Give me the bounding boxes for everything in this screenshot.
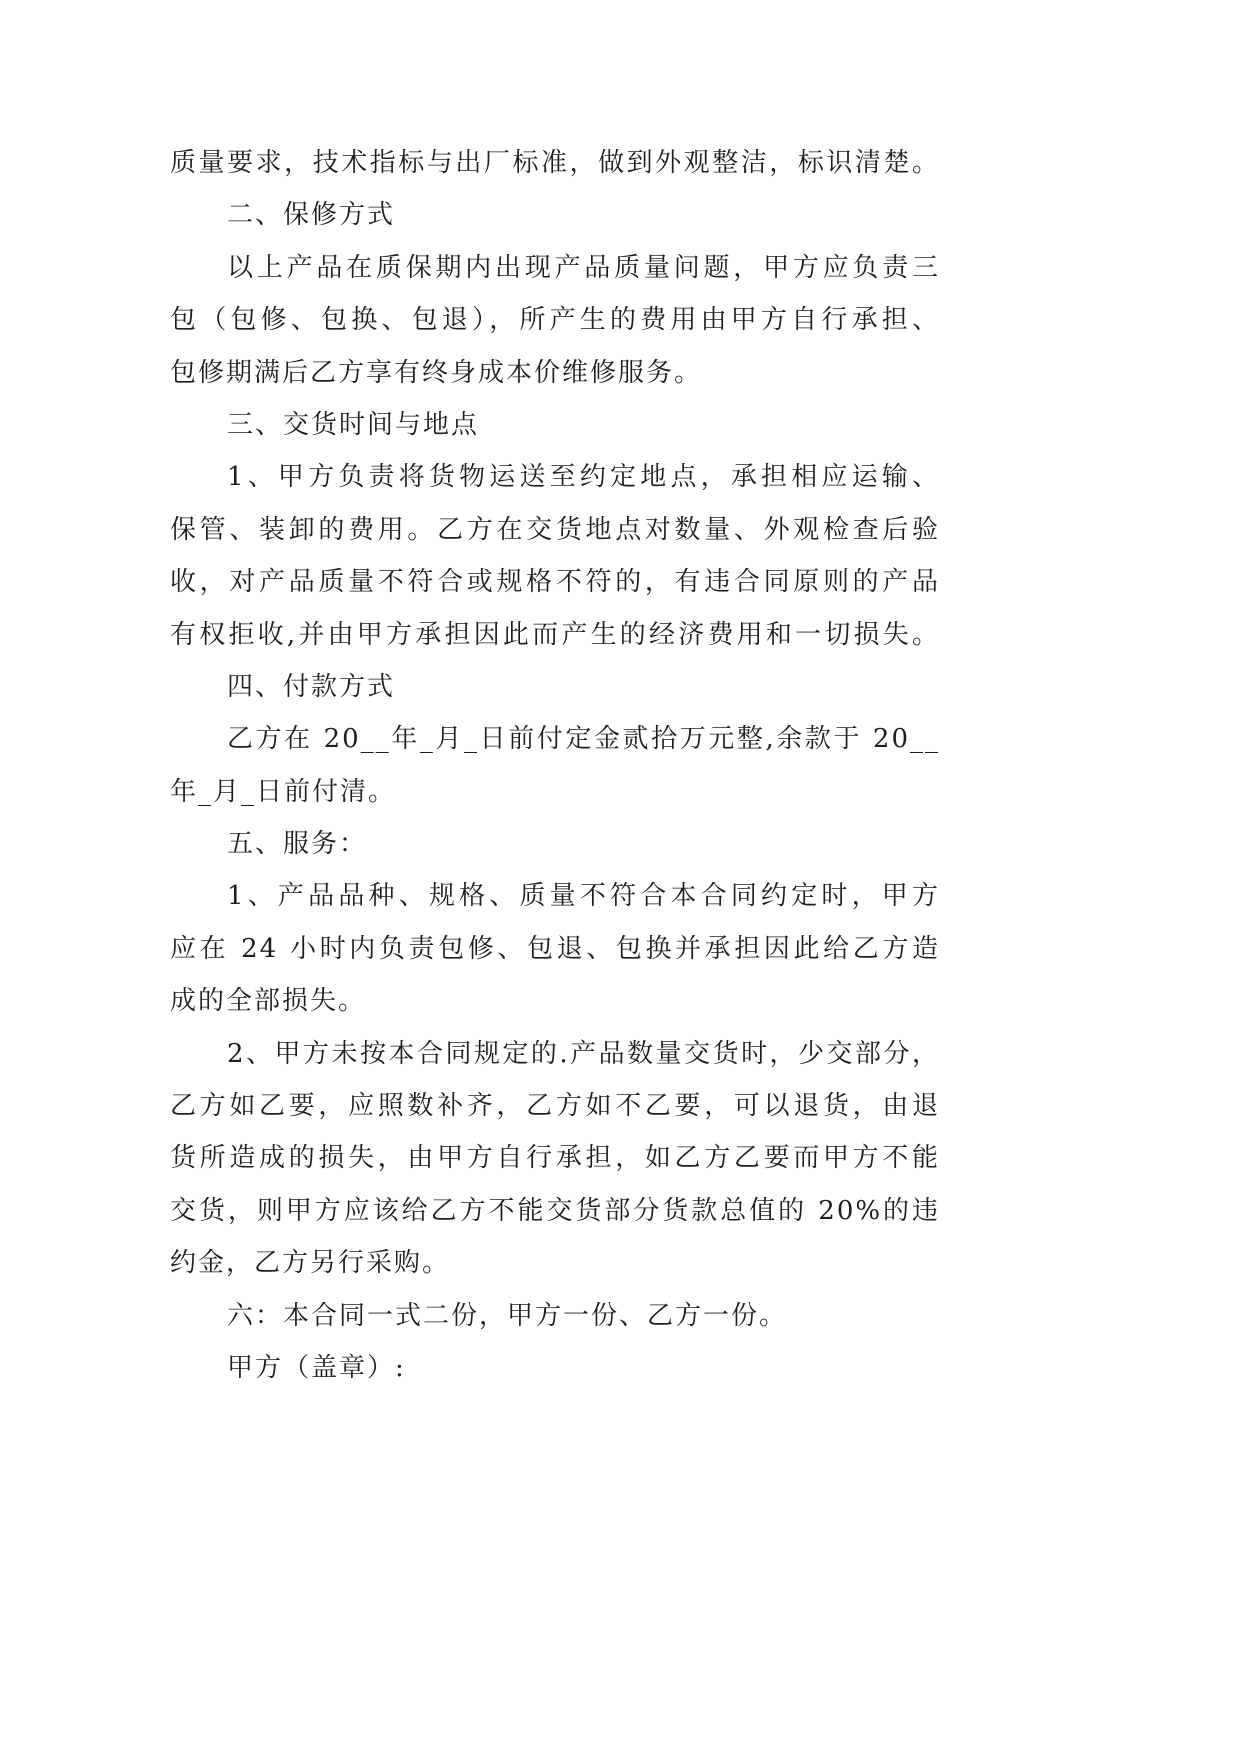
- paragraph-line: 质量要求，技术指标与出厂标准，做到外观整洁，标识清楚。: [170, 148, 940, 178]
- paragraph-line: 乙方如乙要，应照数补齐，乙方如不乙要，可以退货，由退: [170, 1091, 940, 1122]
- paragraph-line: 乙方在 20__年_月_日前付定金贰拾万元整,余款于 20__: [227, 724, 940, 755]
- section-heading-delivery: 三、交货时间与地点: [227, 409, 480, 440]
- paragraph-line: 以上产品在质保期内出现产品质量问题，甲方应负责三: [227, 252, 940, 283]
- paragraph-line: 收，对产品质量不符合或规格不符的，有违合同原则的产品: [170, 567, 940, 598]
- section-heading-warranty: 二、保修方式: [227, 200, 396, 231]
- section-heading-copies: 六：本合同一式二份，甲方一份、乙方一份。: [227, 1300, 788, 1331]
- paragraph-line: 2、甲方未按本合同规定的.产品数量交货时，少交部分，: [227, 1038, 940, 1069]
- paragraph-line: 应在 24 小时内负责包修、包退、包换并承担因此给乙方造: [170, 933, 940, 964]
- party-a-seal-label: 甲方（盖章）:: [227, 1352, 406, 1383]
- paragraph-line: 交货，则甲方应该给乙方不能交货部分货款总值的 20%的违: [170, 1195, 940, 1226]
- paragraph-line: 约金，乙方另行采购。: [170, 1248, 451, 1279]
- paragraph-line: 保管、装卸的费用。乙方在交货地点对数量、外观检查后验: [170, 514, 940, 545]
- paragraph-line: 货所造成的损失，由甲方自行承担，如乙方乙要而甲方不能: [170, 1143, 940, 1174]
- paragraph-line: 有权拒收,并由甲方承担因此而产生的经济费用和一切损失。: [170, 619, 940, 650]
- paragraph-line: 1、产品品种、规格、质量不符合本合同约定时，甲方: [227, 881, 940, 912]
- paragraph-line: 年_月_日前付清。: [170, 776, 397, 807]
- document-body: [170, 137, 940, 1394]
- paragraph-line: 包修期满后乙方享有终身成本价维修服务。: [170, 357, 703, 388]
- paragraph-line: 1、甲方负责将货物运送至约定地点，承担相应运输、: [227, 462, 940, 493]
- paragraph-line: 成的全部损失。: [170, 986, 367, 1017]
- paragraph-line: 包（包修、包换、包退），所产生的费用由甲方自行承担、: [170, 305, 940, 336]
- section-heading-service: 五、服务：: [227, 829, 368, 860]
- section-heading-payment: 四、付款方式: [227, 671, 396, 702]
